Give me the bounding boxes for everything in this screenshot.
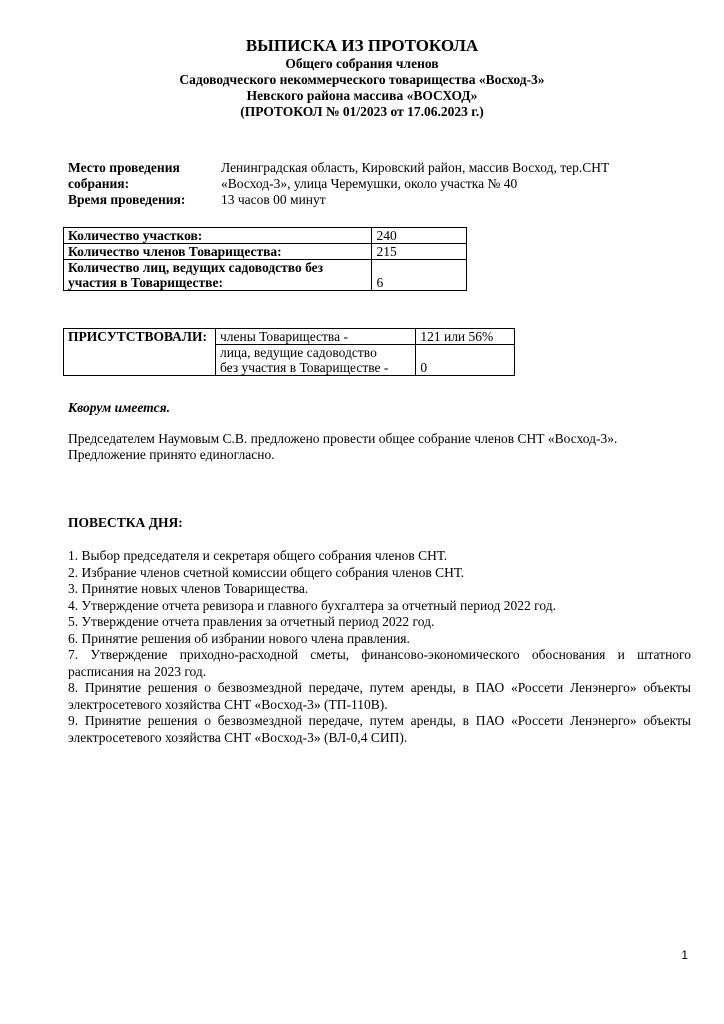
time-value: 13 часов 00 минут bbox=[221, 192, 326, 207]
quorum-statement: Кворум имеется. bbox=[68, 400, 170, 415]
count-label-line-1: Количество лиц, ведущих садоводство без bbox=[68, 260, 324, 275]
agenda-list bbox=[68, 548, 691, 746]
attendance-table bbox=[63, 328, 515, 376]
table-row bbox=[64, 260, 467, 291]
table-row bbox=[64, 329, 515, 345]
time-label: Время проведения: bbox=[68, 192, 186, 207]
place-value-2: «Восход-3», улица Черемушки, около участка № 40 bbox=[221, 176, 518, 191]
place-label-1: Место проведения bbox=[68, 160, 180, 175]
agenda-item: 3. Принятие новых членов Товарищества. bbox=[68, 581, 309, 596]
counts-table bbox=[63, 227, 467, 291]
table-row bbox=[64, 228, 467, 244]
attendance-value: 121 или 56% bbox=[416, 329, 515, 345]
attendance-desc bbox=[215, 345, 415, 376]
count-label bbox=[64, 260, 372, 291]
document-header bbox=[0, 36, 724, 120]
proposal-line-2: Предложение принято единогласно. bbox=[68, 447, 275, 462]
agenda-item: 2. Избрание членов счетной комиссии общего собрания членов СНТ. bbox=[68, 564, 465, 580]
count-value: 6 bbox=[372, 260, 467, 291]
header-line-4: (ПРОТОКОЛ № 01/2023 от 17.06.2023 г.) bbox=[240, 104, 484, 119]
document-title: ВЫПИСКА ИЗ ПРОТОКОЛА bbox=[245, 36, 479, 55]
table-row bbox=[64, 244, 467, 260]
page-number: 1 bbox=[681, 948, 688, 962]
proposal-paragraph bbox=[68, 431, 668, 463]
agenda-title: ПОВЕСТКА ДНЯ: bbox=[68, 515, 183, 530]
agenda-item: 9. Принятие решения о безвозмездной передаче, путем аренды, в ПАО «Россети Ленэнерго» объекты электросетевого хозяйства СНТ «Восход-3» (ВЛ-0,4 СИП). bbox=[68, 713, 691, 745]
attendance-desc-line-2: без участия в Товариществе - bbox=[219, 360, 389, 375]
header-line-2: Садоводческого некоммерческого товарищества «Восход-3» bbox=[179, 72, 545, 87]
agenda-item: 1. Выбор председателя и секретаря общего собрания членов СНТ. bbox=[68, 548, 448, 563]
header-line-1: Общего собрания членов bbox=[285, 56, 439, 71]
meeting-info bbox=[68, 160, 691, 208]
attendance-label: ПРИСУТСТВОВАЛИ: bbox=[64, 329, 216, 376]
place-label-2: собрания: bbox=[68, 176, 130, 191]
agenda-item: 4. Утверждение отчета ревизора и главного бухгалтера за отчетный период 2022 год. bbox=[68, 597, 556, 613]
count-label: Количество членов Товарищества: bbox=[64, 244, 372, 260]
attendance-value: 0 bbox=[416, 345, 515, 376]
attendance-desc: члены Товарищества - bbox=[215, 329, 415, 345]
count-label-line-2: участия в Товариществе: bbox=[68, 275, 223, 290]
count-value: 215 bbox=[372, 244, 467, 260]
attendance-desc-line-1: лица, ведущие садоводство bbox=[219, 345, 377, 360]
place-value-1: Ленинградская область, Кировский район, массив Восход, тер.СНТ bbox=[221, 160, 610, 175]
proposal-line-1: Председателем Наумовым С.В. предложено провести общее собрание членов СНТ «Восход-3». bbox=[68, 431, 618, 446]
agenda-item: 7. Утверждение приходно-расходной сметы, финансово-экономического обоснования и штатного расписания на 2023 год. bbox=[68, 647, 691, 679]
count-label: Количество участков: bbox=[64, 228, 372, 244]
count-value: 240 bbox=[372, 228, 467, 244]
header-line-3: Невского района массива «ВОСХОД» bbox=[246, 88, 478, 103]
agenda-item: 8. Принятие решения о безвозмездной передаче, путем аренды, в ПАО «Россети Ленэнерго» объекты электросетевого хозяйства СНТ «Восход-3» (ТП-110В). bbox=[68, 680, 691, 712]
agenda-item: 5. Утверждение отчета правления за отчетный период 2022 год. bbox=[68, 614, 435, 629]
agenda-item: 6. Принятие решения об избрании нового члена правления. bbox=[68, 630, 410, 646]
